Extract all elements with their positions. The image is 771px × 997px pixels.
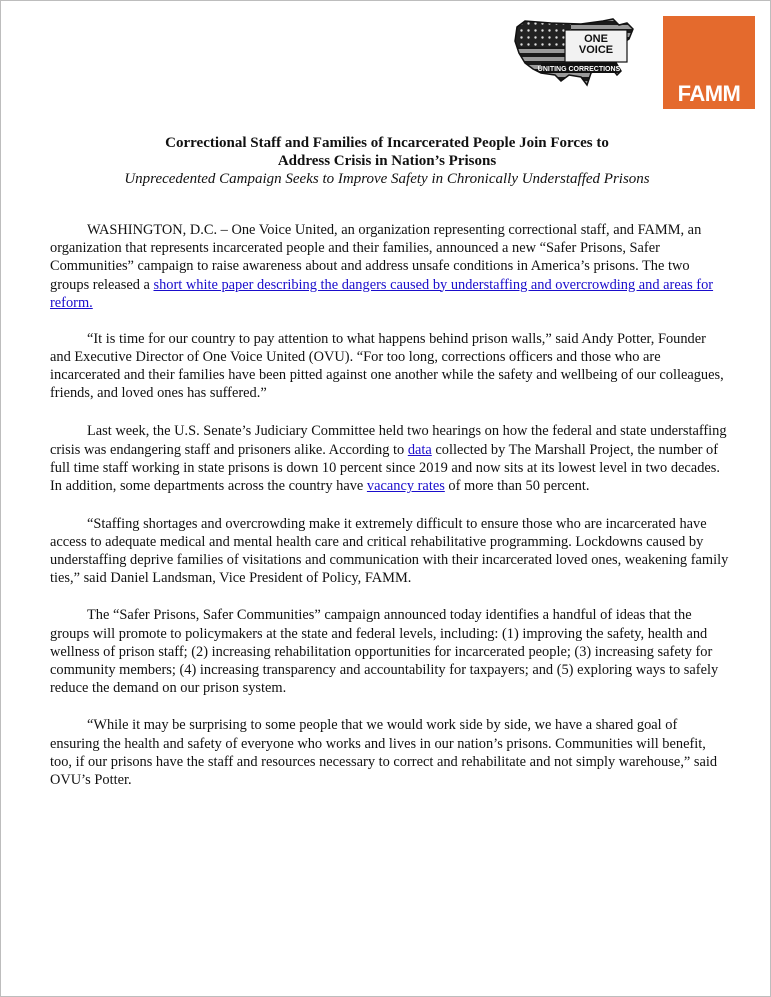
- title-line-2: Address Crisis in Nation’s Prisons: [277, 153, 497, 169]
- paragraph-landsman-quote: “Staffing shortages and overcrowding make it extremely difficult to ensure those who are incarcerated have access to adequate medical and mental health care and critical rehabilitative programming. Lockdowns caused by understaffing deprive families of visitations and communication with their incarcerated loved ones, weakening family ties,” said Daniel Landsman, Vice President of Policy, FAMM.: [50, 515, 729, 587]
- ovu-logo-line1: ONE: [584, 33, 608, 45]
- data-link[interactable]: data: [407, 441, 432, 458]
- paragraph-potter-quote: “It is time for our country to pay attention to what happens behind prison walls,” said Andy Potter, Founder and Executive Director of One Voice United (OVU). “For too long, corrections officers and those who are incarcerated and their families have been pitted against one another while the safety and wellbeing of our colleagues, friends, and loved ones has suffered.”: [50, 330, 724, 402]
- paragraph-intro: [50, 221, 730, 312]
- paragraph-intro-text: WASHINGTON, D.C. – One Voice United, an organization representing correctional staff, and FAMM, an organization that represents incarcerated people and their families, announced a new “Safer Prisons, Safer Communities” campaign to raise awareness about and address unsafe conditions in America’s prisons. The two groups released a: [50, 222, 702, 293]
- ovu-logo-line2: VOICE: [578, 44, 614, 56]
- subtitle: Unprecedented Campaign Seeks to Improve Safety in Chronically Understaffed Prisons: [124, 171, 650, 187]
- paragraph-senate-hearings: [50, 422, 730, 495]
- paragraph-senate-text-b: collected by The Marshall Project, the number of full time staff working in state prisons is down 10 percent since 2019 and now sits at its lowest level in two decades. In addition, some departments across the country have: [50, 441, 720, 494]
- famm-logo-text: FAMM: [677, 81, 741, 106]
- one-voice-united-logo: [511, 13, 641, 93]
- paragraph-closing-quote: “While it may be surprising to some people that we would work side by side, we have a shared goal of ensuring the health and safety of everyone who works and lives in our nation’s prisons. Communities will benefit, too, if our prisons have the staff and resources necessary to correct and rehabilitate and not simply warehouse,” said OVU’s Potter.: [50, 717, 718, 789]
- press-release-body: [50, 221, 730, 807]
- paragraph-senate-text-c: of more than 50 percent.: [444, 477, 590, 494]
- ovu-logo-tagline: UNITING CORRECTIONS: [537, 66, 621, 73]
- white-paper-link[interactable]: short white paper describing the dangers caused by understaffing and overcrowding and areas for reform.: [50, 276, 714, 311]
- famm-logo: [663, 16, 755, 109]
- paragraph-senate-text-a: Last week, the U.S. Senate’s Judiciary Committee held two hearings on how the federal and state understaffing crisis was endangering staff and prisoners alike. According to: [50, 423, 727, 458]
- vacancy-rates-link[interactable]: vacancy rates: [366, 477, 445, 494]
- paragraph-campaign-ideas: The “Safer Prisons, Safer Communities” campaign announced today identifies a handful of ideas that the groups will promote to policymakers at the state and federal levels, including: (1) improving the safety, health and wellness of prison staff; (2) increasing rehabilitation opportunities for incarcerated people; (3) increasing safety for community members; (4) increasing transparency and accountability for taxpayers; and (5) exploring ways to safely reduce the demand on our prison system.: [50, 607, 719, 697]
- press-release-header: [81, 134, 693, 188]
- title-line-1: Correctional Staff and Families of Incarcerated People Join Forces to: [165, 135, 609, 151]
